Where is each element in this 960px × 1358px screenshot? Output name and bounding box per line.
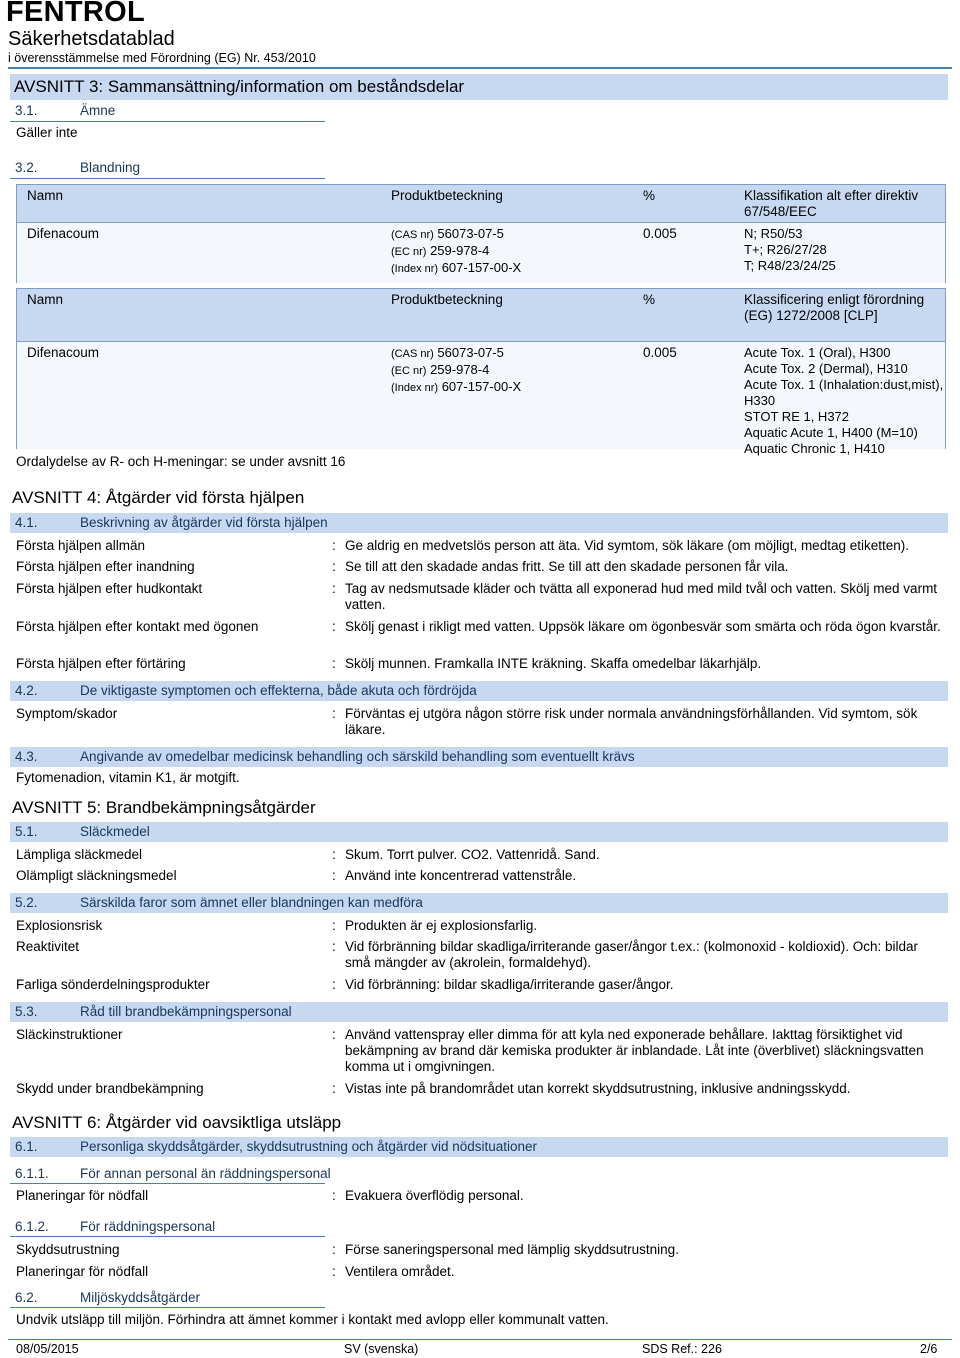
brand-title: FENTROL: [6, 0, 146, 28]
first-aid-ingestion-label: Första hjälpen efter förtäring: [16, 656, 186, 671]
colon: :: [332, 918, 336, 933]
first-aid-general-label: Första hjälpen allmän: [16, 538, 146, 553]
subsection-underline: [10, 1307, 325, 1308]
header-name: Namn: [27, 188, 64, 203]
subsection-4-1: [10, 513, 948, 533]
ec-number: (EC nr) 259-978-4: [391, 362, 490, 377]
footer-date: 08/05/2015: [16, 1342, 79, 1356]
decomposition-products-value: Vid förbränning: bildar skadliga/irriterande gaser/ångor.: [345, 977, 674, 992]
first-aid-ingestion-value: Skölj munnen. Framkalla INTE kräkning. Skaffa omedelbar läkarhjälp.: [345, 656, 762, 671]
colon: :: [332, 559, 336, 574]
subsection-6-1: [10, 1137, 948, 1157]
subsection-title: Personliga skyddsåtgärder, skyddsutrustning och åtgärder vid nödsituationer: [80, 1139, 538, 1154]
index-number: (Index nr) 607-157-00-X: [391, 379, 522, 394]
colon: :: [332, 1242, 336, 1257]
extinguishing-instructions-label: Släckinstruktioner: [16, 1027, 123, 1042]
colon: :: [332, 581, 336, 596]
protective-equipment-label: Skyddsutrustning: [16, 1242, 120, 1257]
cas-number: (CAS nr) 56073-07-5: [391, 345, 504, 360]
subsection-title: Blandning: [80, 160, 141, 175]
footer-sds-ref: SDS Ref.: 226: [642, 1342, 722, 1356]
footer-page-number: 2/6: [920, 1342, 938, 1356]
product-identifiers: [391, 226, 521, 277]
explosion-risk-label: Explosionsrisk: [16, 918, 103, 933]
unsuitable-extinguishing-label: Olämpligt släckningsmedel: [16, 868, 177, 883]
subsection-number: 4.2.: [15, 683, 38, 698]
subsection-title: Angivande av omedelbar medicinsk behandling och särskild behandling som eventuellt krävs: [80, 749, 635, 764]
section-3-header: AVSNITT 3: Sammansättning/information om beståndsdelar: [10, 74, 948, 100]
explosion-risk-value: Produkten är ej explosionsfarlig.: [345, 918, 538, 933]
percent-value: 0.005: [643, 345, 677, 360]
firefighting-protection-value: Vistas inte på brandområdet utan korrekt skyddsutrustning, inklusive andningsskydd.: [345, 1081, 851, 1096]
emergency-planning-value-2: Ventilera området.: [345, 1264, 455, 1279]
colon: :: [332, 1027, 336, 1042]
section-4-header: AVSNITT 4: Åtgärder vid första hjälpen: [12, 488, 305, 507]
subsection-number: 5.1.: [15, 824, 38, 839]
first-aid-general-value: Ge aldrig en medvetslös person att äta. Vid symtom, sök läkare (om möjligt, medtag etiketten).: [345, 538, 910, 553]
subsection-number: 6.1.2.: [15, 1219, 49, 1234]
percent-value: 0.005: [643, 226, 677, 241]
section-5-header: AVSNITT 5: Brandbekämpningsåtgärder: [12, 798, 316, 817]
table-header: [17, 185, 945, 222]
subsection-title: Miljöskyddsåtgärder: [80, 1290, 201, 1305]
subsection-title: Särskilda faror som ämnet eller blandningen kan medföra: [80, 895, 423, 910]
subsection-number: 4.3.: [15, 749, 38, 764]
section-6-header: AVSNITT 6: Åtgärder vid oavsiktliga utsläpp: [12, 1113, 342, 1132]
protective-equipment-value: Förse saneringspersonal med lämplig skyddsutrustning.: [345, 1242, 679, 1257]
index-number: (Index nr) 607-157-00-X: [391, 260, 522, 275]
table-row: [17, 341, 945, 456]
subsection-number: 5.3.: [15, 1004, 38, 1019]
substance-name: Difenacoum: [27, 345, 100, 360]
subsection-title: Ämne: [80, 103, 116, 118]
suitable-extinguishing-value: Skum. Torrt pulver. CO2. Vattenridå. Sand.: [345, 847, 600, 862]
colon: :: [332, 939, 336, 954]
first-aid-eye-value: Skölj genast i rikligt med vatten. Uppsök läkare om ögonbesvär som smärta och röda ögon kvarstår.: [345, 619, 941, 634]
firefighting-protection-label: Skydd under brandbekämpning: [16, 1081, 204, 1096]
subsection-number: 4.1.: [15, 515, 38, 530]
subsection-underline: [10, 1183, 325, 1184]
document-subtitle: Säkerhetsdatablad: [8, 28, 175, 50]
substance-name: Difenacoum: [27, 226, 100, 241]
subsection-4-3: [10, 747, 948, 767]
first-aid-inhalation-label: Första hjälpen efter inandning: [16, 559, 195, 574]
subsection-5-2: [10, 893, 948, 913]
environmental-precautions-text: Undvik utsläpp till miljön. Förhindra att ämnet kommer i kontakt med avlopp eller kommunalt vatten.: [16, 1312, 609, 1327]
symptoms-label: Symptom/skador: [16, 706, 118, 721]
colon: :: [332, 1081, 336, 1096]
subsection-underline: [10, 178, 325, 179]
subsection-title: För räddningspersonal: [80, 1219, 216, 1234]
first-aid-inhalation-value: Se till att den skadade andas fritt. Se till att den skadade personen får vila.: [345, 559, 789, 574]
header-classification: Klassifikation alt efter direktiv 67/548/EEC: [744, 188, 919, 219]
classification-list: Acute Tox. 1 (Oral), H300 Acute Tox. 2 (Dermal), H310 Acute Tox. 1 (Inhalation:dust,mist), H330 STOT RE 1, H372 Aquatic Acute 1, H400 (M=10) Aquatic Chronic 1, H410: [744, 345, 944, 456]
symptoms-value: Förväntas ej utgöra någon större risk under normala användningsförhållanden. Vid symtom, sök läkare.: [345, 706, 918, 737]
regulation-line: i överensstämmelse med Förordning (EG) Nr. 453/2010: [8, 51, 316, 65]
header-classification: Klassificering enligt förordning (EG) 1272/2008 [CLP]: [744, 292, 925, 323]
subsection-title: Beskrivning av åtgärder vid första hjälpen: [80, 515, 328, 530]
subsection-underline: [10, 121, 325, 122]
header-name: Namn: [27, 292, 64, 307]
header-divider: [8, 67, 952, 69]
subsection-5-3: [10, 1002, 948, 1022]
header-product-id: Produktbeteckning: [391, 292, 503, 307]
colon: :: [332, 868, 336, 883]
table-header: [17, 289, 945, 341]
mixture-table-dsd: [16, 184, 946, 283]
header-product-id: Produktbeteckning: [391, 188, 503, 203]
colon: :: [332, 538, 336, 553]
subsection-number: 3.1.: [15, 103, 38, 118]
colon: :: [332, 847, 336, 862]
subsection-number: 6.2.: [15, 1290, 38, 1305]
emergency-planning-value: Evakuera överflödig personal.: [345, 1188, 524, 1203]
colon: :: [332, 977, 336, 992]
subsection-number: 5.2.: [15, 895, 38, 910]
cas-number: (CAS nr) 56073-07-5: [391, 226, 504, 241]
subsection-number: 6.1.: [15, 1139, 38, 1154]
first-aid-eye-label: Första hjälpen efter kontakt med ögonen: [16, 619, 259, 634]
substance-text: Gäller inte: [16, 125, 78, 140]
reactivity-label: Reaktivitet: [16, 939, 80, 954]
antidote-text: Fytomenadion, vitamin K1, är motgift.: [16, 770, 240, 785]
subsection-number: 6.1.1.: [15, 1166, 49, 1181]
first-aid-skin-label: Första hjälpen efter hudkontakt: [16, 581, 203, 596]
reactivity-value: Vid förbränning bildar skadliga/irriterande gaser/ångor t.ex.: (kolmonoxid - koldioxid). Och: bildar små mängder av (akrolein, formaldehyd).: [345, 939, 919, 970]
suitable-extinguishing-label: Lämpliga släckmedel: [16, 847, 143, 862]
decomposition-products-label: Farliga sönderdelningsprodukter: [16, 977, 210, 992]
emergency-planning-label: Planeringar för nödfall: [16, 1188, 149, 1203]
footer-divider: [8, 1339, 952, 1340]
header-percent: %: [643, 188, 656, 203]
emergency-planning-label-2: Planeringar för nödfall: [16, 1264, 149, 1279]
r-h-phrase-note: Ordalydelse av R- och H-meningar: se under avsnitt 16: [16, 454, 346, 469]
colon: :: [332, 656, 336, 671]
unsuitable-extinguishing-value: Använd inte koncentrerad vattenstråle.: [345, 868, 577, 883]
colon: :: [332, 619, 336, 634]
product-identifiers: [391, 345, 521, 396]
subsection-title: För annan personal än räddningspersonal: [80, 1166, 331, 1181]
colon: :: [332, 706, 336, 721]
colon: :: [332, 1264, 336, 1279]
table-row: [17, 222, 945, 283]
subsection-5-1: [10, 822, 948, 842]
extinguishing-instructions-value: Använd vattenspray eller dimma för att kyla ned exponerade behållare. Iakttag försiktighet vid bekämpning av brand där kemiska produkter är inblandade. Låt inte (överblivet) släckningsvatten komma ut i omgivningen.: [345, 1027, 924, 1074]
subsection-title: Släckmedel: [80, 824, 150, 839]
ec-number: (EC nr) 259-978-4: [391, 243, 490, 258]
header-percent: %: [643, 292, 656, 307]
mixture-table-clp: [16, 288, 946, 456]
classification-list: N; R50/53 T+; R26/27/28 T; R48/23/24/25: [744, 226, 836, 273]
subsection-underline: [10, 1236, 325, 1237]
subsection-number: 3.2.: [15, 160, 38, 175]
subsection-4-2: [10, 681, 948, 701]
subsection-title: Råd till brandbekämpningspersonal: [80, 1004, 292, 1019]
subsection-title: De viktigaste symptomen och effekterna, både akuta och fördröjda: [80, 683, 477, 698]
first-aid-skin-value: Tag av nedsmutsade kläder och tvätta all exponerad hud med mild tvål och vatten. Skölj med varmt vatten.: [345, 581, 938, 612]
footer-language: SV (svenska): [344, 1342, 419, 1356]
colon: :: [332, 1188, 336, 1203]
